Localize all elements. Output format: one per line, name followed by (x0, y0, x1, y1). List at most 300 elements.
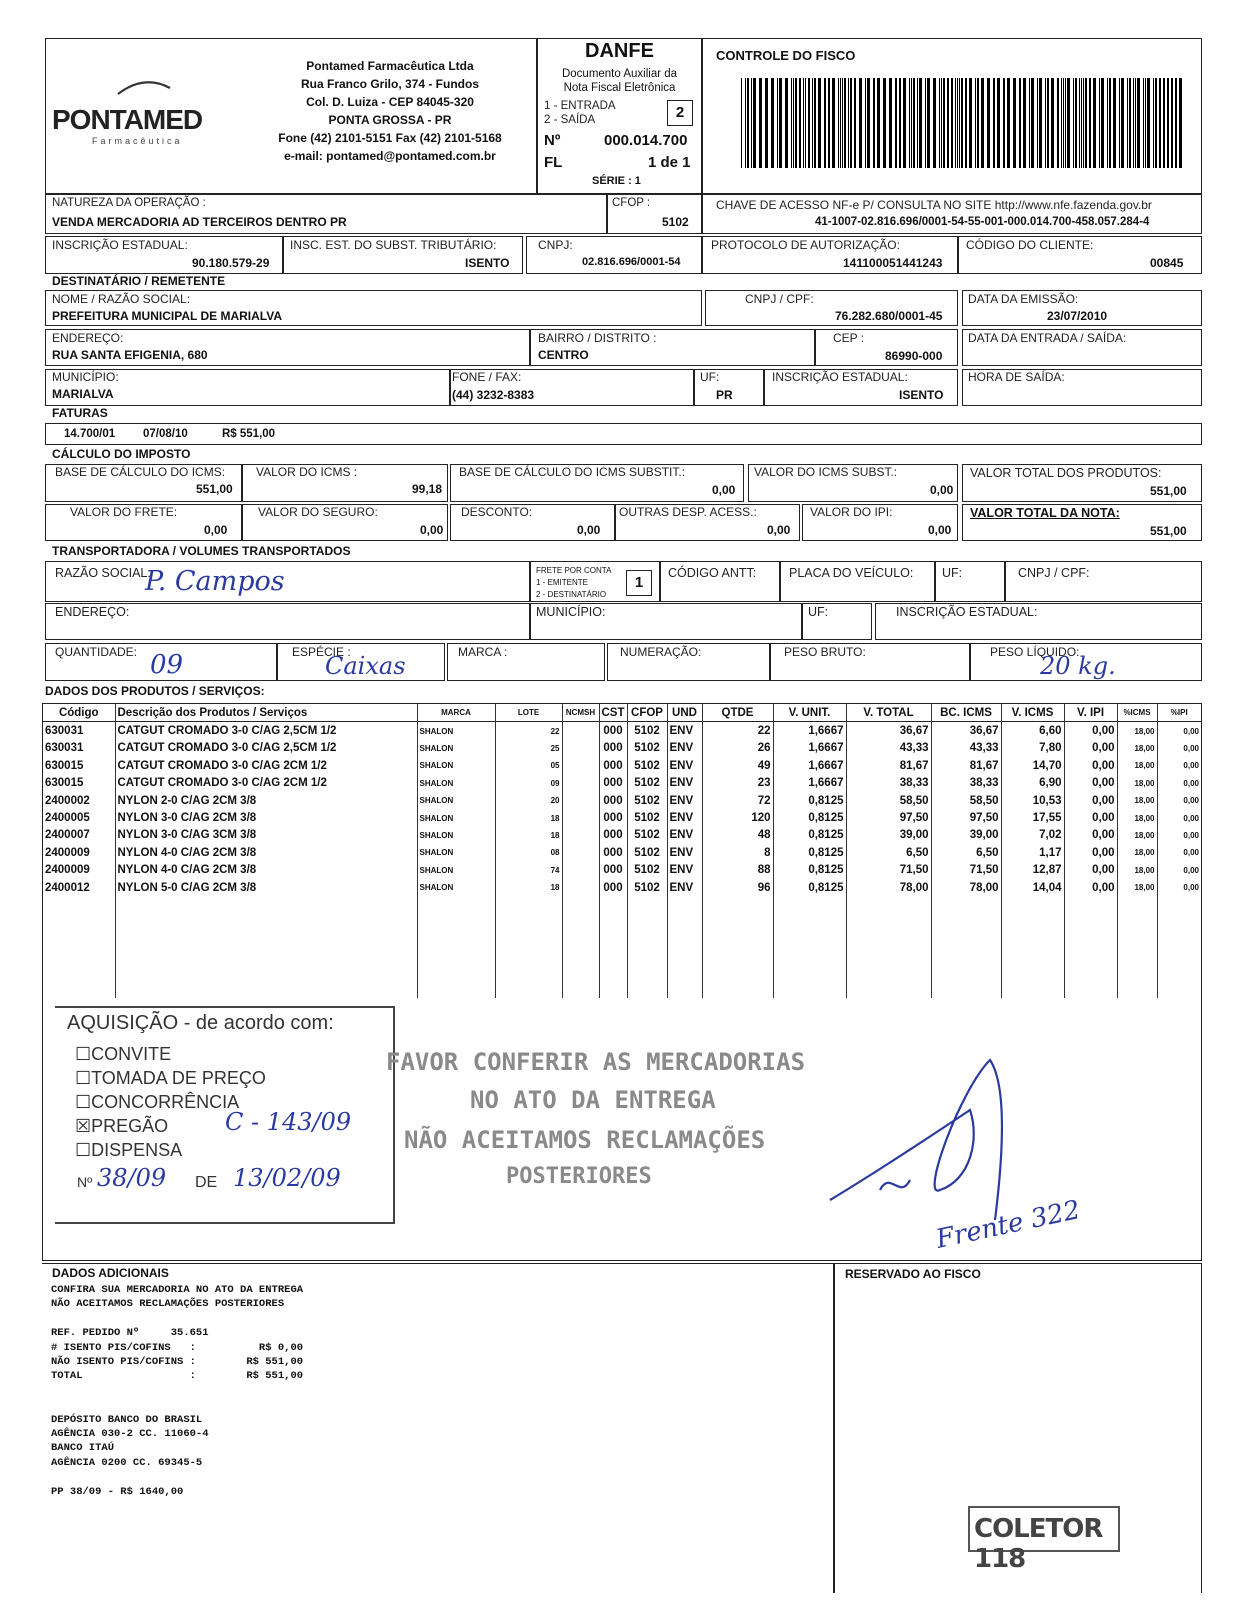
products-header-cell: V. ICMS (1001, 704, 1064, 722)
acq-no-handwritten: 38/09 (97, 1164, 167, 1192)
barcode-bar (1063, 78, 1064, 168)
table-cell: 58,50 (931, 792, 1001, 809)
transp-uf-label: UF: (942, 566, 963, 580)
table-cell: 2400009 (45, 864, 90, 877)
barcode-bar (913, 78, 915, 168)
acq-option-dispensa: ☐DISPENSA (75, 1140, 183, 1160)
barcode-bar (1159, 78, 1161, 168)
table-cell: 5102 (627, 879, 667, 896)
table-cell: ENV (667, 862, 702, 879)
table-cell: 14,70 (1001, 757, 1064, 774)
table-cell: 72 (702, 792, 773, 809)
table-filler-cell (495, 896, 562, 998)
reservado-title: RESERVADO AO FISCO (845, 1267, 981, 1281)
table-cell: 5102 (627, 827, 667, 844)
danfe-saida: 2 - SAÍDA (544, 114, 596, 126)
table-row (43, 775, 1201, 792)
dest-entrada-label: DATA DA ENTRADA / SAÍDA: (968, 331, 1127, 345)
peso-liquido-label: PESO LÍQUIDO: (990, 645, 1080, 659)
barcode-bar (1019, 78, 1021, 168)
dest-municipio-label: MUNICÍPIO: (52, 370, 119, 384)
cliente-label: CÓDIGO DO CLIENTE: (966, 238, 1094, 252)
dest-cep-value: 86990-000 (885, 349, 943, 363)
danfe-subtitle-2: Nota Fiscal Eletrônica (563, 82, 676, 94)
table-cell: 0,00 (1064, 792, 1117, 809)
barcode-bar (1013, 78, 1016, 168)
table-cell: 5102 (627, 740, 667, 757)
adicionais-line: PP 38/09 - R$ 1640,00 (51, 1485, 184, 1498)
barcode-bar (1171, 78, 1173, 168)
table-cell: 000 (599, 792, 627, 809)
barcode-bar (1073, 78, 1074, 168)
barcode-bar (777, 78, 778, 168)
table-cell: 18,00 (1117, 757, 1157, 774)
coletor-text: COLETOR 118 (974, 1514, 1103, 1574)
products-body (43, 722, 1201, 998)
table-cell: 96 (702, 879, 773, 896)
natureza-value: VENDA MERCADORIA AD TERCEIROS DENTRO PR (52, 215, 347, 229)
table-cell: 18,00 (1117, 809, 1157, 826)
barcode-bar (877, 78, 880, 168)
table-cell: ENV (667, 740, 702, 757)
barcode-bar (1129, 78, 1131, 168)
cfop-value: 5102 (662, 215, 689, 229)
table-cell (562, 879, 599, 896)
table-cell: 000 (599, 827, 627, 844)
frete-value: 0,00 (204, 523, 228, 537)
table-cell: 0,00 (1157, 757, 1201, 774)
barcode-bar (753, 78, 756, 168)
products-header-cell: LOTE (495, 704, 562, 722)
products-header-cell: Descrição dos Produtos / Serviços (115, 704, 417, 722)
qtd-label: QUANTIDADE: (55, 645, 138, 659)
adicionais-line: NÃO ISENTO PIS/COFINS : R$ 551,00 (51, 1356, 304, 1369)
protocolo-value: 141100051441243 (843, 256, 943, 270)
table-cell: 78,00 (931, 879, 1001, 896)
barcode-bar (899, 78, 901, 168)
dest-endereco-value: RUA SANTA EFIGENIA, 680 (52, 348, 208, 362)
barcode-bar (803, 78, 804, 168)
frete-conta-label: FRETE POR CONTA (536, 566, 612, 575)
table-cell (562, 757, 599, 774)
iest-value: ISENTO (465, 256, 510, 270)
transp-section-title: TRANSPORTADORA / VOLUMES TRANSPORTADOS (52, 544, 351, 558)
adicionais-line (51, 1470, 303, 1484)
barcode-bar (1147, 78, 1150, 168)
acq-option-tomada-label: TOMADA DE PREÇO (91, 1068, 266, 1088)
table-cell: SHALON (417, 757, 495, 774)
barcode-bar (1057, 78, 1059, 168)
products-header-cell: UND (667, 704, 702, 722)
especie-handwritten: Caixas (325, 652, 406, 680)
table-filler-cell (702, 896, 773, 998)
barcode-bar (795, 78, 797, 168)
barcode-bar (1137, 78, 1140, 168)
table-cell: 0,00 (1064, 775, 1117, 792)
table-cell: ENV (667, 844, 702, 861)
natureza-label: NATUREZA DA OPERAÇÃO : (52, 197, 206, 209)
table-cell: SHALON (417, 722, 495, 740)
dest-emissao-value: 23/07/2010 (1047, 309, 1108, 323)
table-cell: 0,00 (1064, 862, 1117, 879)
notice-stamp-line1: FAVOR CONFERIR AS MERCADORIAS (386, 1048, 806, 1076)
cnpj-value: 02.816.696/0001-54 (582, 256, 681, 268)
table-cell: 23 (702, 775, 773, 792)
barcode-bar (865, 78, 866, 168)
table-cell: 10,53 (1001, 792, 1064, 809)
table-cell: 1,6667 (773, 740, 846, 757)
table-cell: 26 (702, 740, 773, 757)
table-cell: 0,00 (1157, 879, 1201, 896)
barcode-bar (1167, 78, 1169, 168)
barcode-bar (977, 78, 979, 168)
logo-text: PONTAMED (52, 104, 203, 135)
table-cell (562, 722, 599, 740)
adicionais-line: BANCO ITAÚ (51, 1442, 115, 1455)
table-row (43, 862, 1201, 879)
table-cell: 0,8125 (773, 792, 846, 809)
faturas-section-title: FATURAS (52, 406, 108, 420)
dest-uf-label: UF: (700, 370, 720, 384)
table-cell: 25 (495, 740, 562, 757)
table-cell: 14,04 (1001, 879, 1064, 896)
table-cell: 0,00 (1064, 722, 1117, 740)
barcode-bar (1039, 78, 1042, 168)
barcode-bar (779, 78, 782, 168)
table-cell: 6,50 (931, 844, 1001, 861)
barcode-bar (791, 78, 792, 168)
notice-stamp-line3: NÃO ACEITAMOS RECLAMAÇÕES (404, 1126, 766, 1154)
barcode-bar (939, 78, 940, 168)
table-cell: ENV (667, 792, 702, 809)
table-cell: 0,00 (1064, 879, 1117, 896)
seguro-value: 0,00 (420, 523, 444, 537)
desconto-value: 0,00 (577, 523, 601, 537)
emitter-phone: Fone (42) 2101-5151 Fax (42) 2101-5168 (278, 131, 502, 145)
barcode-bar (957, 78, 958, 168)
table-cell: 5102 (627, 722, 667, 740)
cliente-value: 00845 (1150, 256, 1184, 270)
table-cell: 0,00 (1157, 844, 1201, 861)
barcode-bar (1099, 78, 1100, 168)
table-cell: 7,02 (1001, 827, 1064, 844)
barcode-bar (741, 78, 742, 168)
notice-stamp-line2: NO ATO DA ENTREGA (470, 1086, 716, 1114)
table-row (43, 844, 1201, 861)
adicionais-line (51, 1384, 303, 1398)
barcode-bar (1127, 78, 1128, 168)
dest-ie-value: ISENTO (899, 388, 944, 402)
barcode-bar (745, 78, 746, 168)
danfe-entrada: 1 - ENTRADA (544, 100, 616, 112)
adicionais-line: DEPÓSITO BANCO DO BRASIL (51, 1413, 203, 1426)
barcode-bar (747, 78, 749, 168)
dest-endereco-label: ENDEREÇO: (52, 331, 124, 345)
adicionais-line: AGÊNCIA 030-2 CC. 11060-4 (51, 1428, 209, 1441)
table-cell: 000 (599, 879, 627, 896)
antt-label: CÓDIGO ANTT: (668, 566, 757, 580)
barcode-bar (997, 78, 1000, 168)
table-cell: 0,00 (1157, 722, 1201, 740)
table-cell: 0,00 (1157, 809, 1201, 826)
barcode-bar (969, 78, 972, 168)
barcode-bar (1153, 78, 1154, 168)
table-cell: 8 (702, 844, 773, 861)
table-cell: 7,80 (1001, 740, 1064, 757)
table-cell: 78,00 (846, 879, 931, 896)
barcode-bar (814, 78, 816, 168)
chave-label: CHAVE DE ACESSO NF-e P/ CONSULTA NO SITE http://www.nfe.fazenda.gov.br (716, 198, 1152, 212)
barcode-bar (955, 78, 956, 168)
v-icms-label: VALOR DO ICMS : (256, 465, 358, 479)
barcode-bar (824, 78, 826, 168)
barcode-bar (933, 78, 936, 168)
dest-section-title: DESTINATÁRIO / REMETENTE (52, 274, 226, 288)
bc-icms-value: 551,00 (196, 482, 233, 496)
acq-option-tomada: ☐TOMADA DE PREÇO (75, 1068, 266, 1088)
table-cell: SHALON (417, 879, 495, 896)
adicionais-line: # ISENTO PIS/COFINS : R$ 0,00 (51, 1341, 304, 1354)
table-cell: 000 (599, 862, 627, 879)
table-filler-cell (667, 896, 702, 998)
barcode-bar (1083, 78, 1084, 168)
barcode-bar (1145, 78, 1146, 168)
frete-conta-opt2: 2 - DESTINATÁRIO (536, 590, 607, 599)
table-cell: 71,50 (846, 862, 931, 879)
products-header-cell: MARCA (417, 704, 495, 722)
table-cell: 81,67 (846, 757, 931, 774)
acq-no-label: Nº (77, 1174, 93, 1190)
table-filler-cell (846, 896, 931, 998)
table-cell: 1,6667 (773, 722, 846, 740)
logo-swoosh-icon (114, 80, 174, 100)
products-header-cell: V. TOTAL (846, 704, 931, 722)
table-cell: 0,00 (1064, 757, 1117, 774)
dest-bairro-label: BAIRRO / DISTRITO : (538, 331, 657, 345)
barcode-bar (981, 78, 984, 168)
table-cell: 630015 (45, 777, 84, 790)
cnpj-label: CNPJ: (538, 238, 573, 252)
table-cell: 17,55 (1001, 809, 1064, 826)
table-cell: 18 (495, 827, 562, 844)
table-cell: 1,6667 (773, 757, 846, 774)
v-prod-value: 551,00 (1150, 484, 1187, 498)
table-cell: 18,00 (1117, 827, 1157, 844)
especie-label: ESPÉCIE : (292, 645, 351, 659)
table-cell: SHALON (417, 844, 495, 861)
barcode-bar (1101, 78, 1104, 168)
table-filler-cell (773, 896, 846, 998)
acq-option-convite: ☐CONVITE (75, 1044, 172, 1064)
table-cell: 0,8125 (773, 809, 846, 826)
table-filler-cell (115, 896, 417, 998)
dest-nome-value: PREFEITURA MUNICIPAL DE MARIALVA (52, 309, 282, 323)
barcode-bar (844, 78, 846, 168)
table-cell: 2400002 (45, 794, 90, 807)
acq-option-pregao: ☒PREGÃO (75, 1116, 169, 1136)
barcode-bar (1119, 78, 1120, 168)
products-header-row (43, 704, 1201, 722)
table-cell: 58,50 (846, 792, 931, 809)
table-cell: 5102 (627, 757, 667, 774)
barcode-bar (947, 78, 949, 168)
table-cell: ENV (667, 775, 702, 792)
marca-label: MARCA : (458, 645, 508, 659)
dest-bairro-value: CENTRO (538, 348, 589, 362)
table-cell: ENV (667, 827, 702, 844)
barcode-bar (943, 78, 945, 168)
table-cell: 1,6667 (773, 775, 846, 792)
table-cell: 5102 (627, 775, 667, 792)
table-cell: 0,00 (1064, 809, 1117, 826)
acq-option-pregao-label: PREGÃO (91, 1116, 169, 1136)
bc-st-value: 0,00 (712, 483, 736, 497)
barcode-bar (1079, 78, 1080, 168)
table-cell: ENV (667, 879, 702, 896)
barcode-bar (889, 78, 892, 168)
table-cell: 5102 (627, 844, 667, 861)
table-cell: 0,00 (1064, 827, 1117, 844)
barcode-bar (1029, 78, 1030, 168)
barcode-bar (1081, 78, 1082, 168)
transp-razao-label: RAZÃO SOCIAL: (55, 566, 151, 580)
ipi-value: 0,00 (928, 523, 952, 537)
faturas-box (45, 423, 1202, 445)
table-row (43, 827, 1201, 844)
barcode-bar (883, 78, 886, 168)
table-cell: NYLON 4-0 C/AG 2CM 3/8 (115, 844, 417, 861)
signature-note: Frente 322 (933, 1195, 1083, 1255)
table-cell: 18,00 (1117, 722, 1157, 740)
table-cell: 0,8125 (773, 827, 846, 844)
barcode-bar (1109, 78, 1111, 168)
dest-uf-value: PR (716, 388, 733, 402)
danfe-no-label: Nº (544, 132, 561, 149)
fisco-title: CONTROLE DO FISCO (716, 48, 856, 63)
adicionais-line (51, 1398, 303, 1412)
table-filler-cell (1064, 896, 1117, 998)
dest-fone-value: (44) 3232-8383 (452, 388, 535, 402)
table-cell: CATGUT CROMADO 3-0 C/AG 2CM 1/2 (115, 775, 417, 792)
table-cell: 630031 (45, 725, 84, 738)
products-header-cell: V. UNIT. (773, 704, 846, 722)
products-header-cell: Código (58, 706, 99, 719)
barcode-bar (1037, 78, 1038, 168)
table-cell: 18,00 (1117, 792, 1157, 809)
table-row (43, 757, 1201, 774)
barcode-bar (1143, 78, 1144, 168)
table-cell: 000 (599, 809, 627, 826)
barcode-bar (1093, 78, 1096, 168)
table-cell: ENV (667, 722, 702, 740)
table-filler-cell (599, 896, 627, 998)
table-row (43, 740, 1201, 757)
table-cell: 18,00 (1117, 862, 1157, 879)
adicionais-line: CONFIRA SUA MERCADORIA NO ATO DA ENTREGA (51, 1284, 304, 1296)
barcode-bar (1175, 78, 1177, 168)
adicionais-line: AGÊNCIA 0200 CC. 69345-5 (51, 1456, 203, 1469)
acq-option-concorrencia-label: CONCORRÊNCIA (91, 1092, 240, 1112)
table-cell: NYLON 3-0 C/AG 2CM 3/8 (115, 809, 417, 826)
barcode-bar (909, 78, 910, 168)
barcode-bar (854, 78, 856, 168)
table-cell: 0,8125 (773, 844, 846, 861)
barcode-bar (917, 78, 918, 168)
table-cell (562, 827, 599, 844)
barcode-bar (1155, 78, 1157, 168)
table-cell: 18,00 (1117, 879, 1157, 896)
barcode-bar (771, 78, 774, 168)
table-filler-cell (1001, 896, 1064, 998)
barcode-bar (840, 78, 841, 168)
acquisition-stamp (55, 1006, 395, 1224)
pontamed-logo (52, 80, 242, 160)
acq-option-dispensa-label: DISPENSA (91, 1140, 183, 1160)
table-cell: 38,33 (931, 775, 1001, 792)
table-cell: 81,67 (931, 757, 1001, 774)
barcode-bar (1163, 78, 1165, 168)
table-cell: 18,00 (1117, 775, 1157, 792)
table-cell (562, 740, 599, 757)
table-cell: 09 (495, 775, 562, 792)
fatura-vencimento: 07/08/10 (143, 428, 188, 440)
barcode-bar (751, 78, 752, 168)
table-cell: CATGUT CROMADO 3-0 C/AG 2CM 1/2 (115, 757, 417, 774)
table-cell: 18 (495, 879, 562, 896)
barcode-bar (993, 78, 995, 168)
table-cell: 000 (599, 775, 627, 792)
adicionais-lines (51, 1283, 303, 1499)
adicionais-line (51, 1312, 303, 1326)
transp-ie-label: INSCRIÇÃO ESTADUAL: (896, 605, 1038, 619)
products-header-cell: %IPI (1157, 704, 1201, 722)
adicionais-line: REF. PEDIDO Nº 35.651 (51, 1327, 209, 1340)
table-cell: 36,67 (931, 722, 1001, 740)
adicionais-line: TOTAL : R$ 551,00 (51, 1370, 304, 1383)
table-cell: 97,50 (931, 809, 1001, 826)
table-cell: 08 (495, 844, 562, 861)
table-cell: 36,67 (846, 722, 931, 740)
products-header-cell: CST (599, 704, 627, 722)
barcode-bar (1075, 78, 1077, 168)
table-filler-cell (562, 896, 599, 998)
coletor-stamp (968, 1506, 1120, 1574)
table-cell: 6,90 (1001, 775, 1064, 792)
dest-cnpj-value: 76.282.680/0001-45 (835, 309, 943, 323)
table-filler-cell (627, 896, 667, 998)
table-cell (562, 862, 599, 879)
ie-label: INSCRIÇÃO ESTADUAL: (52, 238, 188, 252)
adicionais-title: DADOS ADICIONAIS (52, 1266, 169, 1280)
barcode-bar (1085, 78, 1087, 168)
products-header-cell: BC. ICMS (931, 704, 1001, 722)
barcode-bar (832, 78, 835, 168)
barcode-bar (1121, 78, 1124, 168)
bc-st-label: BASE DE CÁLCULO DO ICMS SUBSTIT.: (459, 465, 686, 479)
table-cell: SHALON (417, 827, 495, 844)
barcode-bar (919, 78, 922, 168)
barcode-bar (805, 78, 806, 168)
table-cell: 74 (495, 862, 562, 879)
barcode-bar (859, 78, 862, 168)
danfe-page: 1 de 1 (648, 154, 691, 171)
table-cell: 18,00 (1117, 844, 1157, 861)
table-row (43, 809, 1201, 826)
table-cell: 000 (599, 722, 627, 740)
barcode-bar (1061, 78, 1062, 168)
frete-conta-opt1: 1 - EMITENTE (536, 578, 589, 587)
barcode-bar (903, 78, 906, 168)
